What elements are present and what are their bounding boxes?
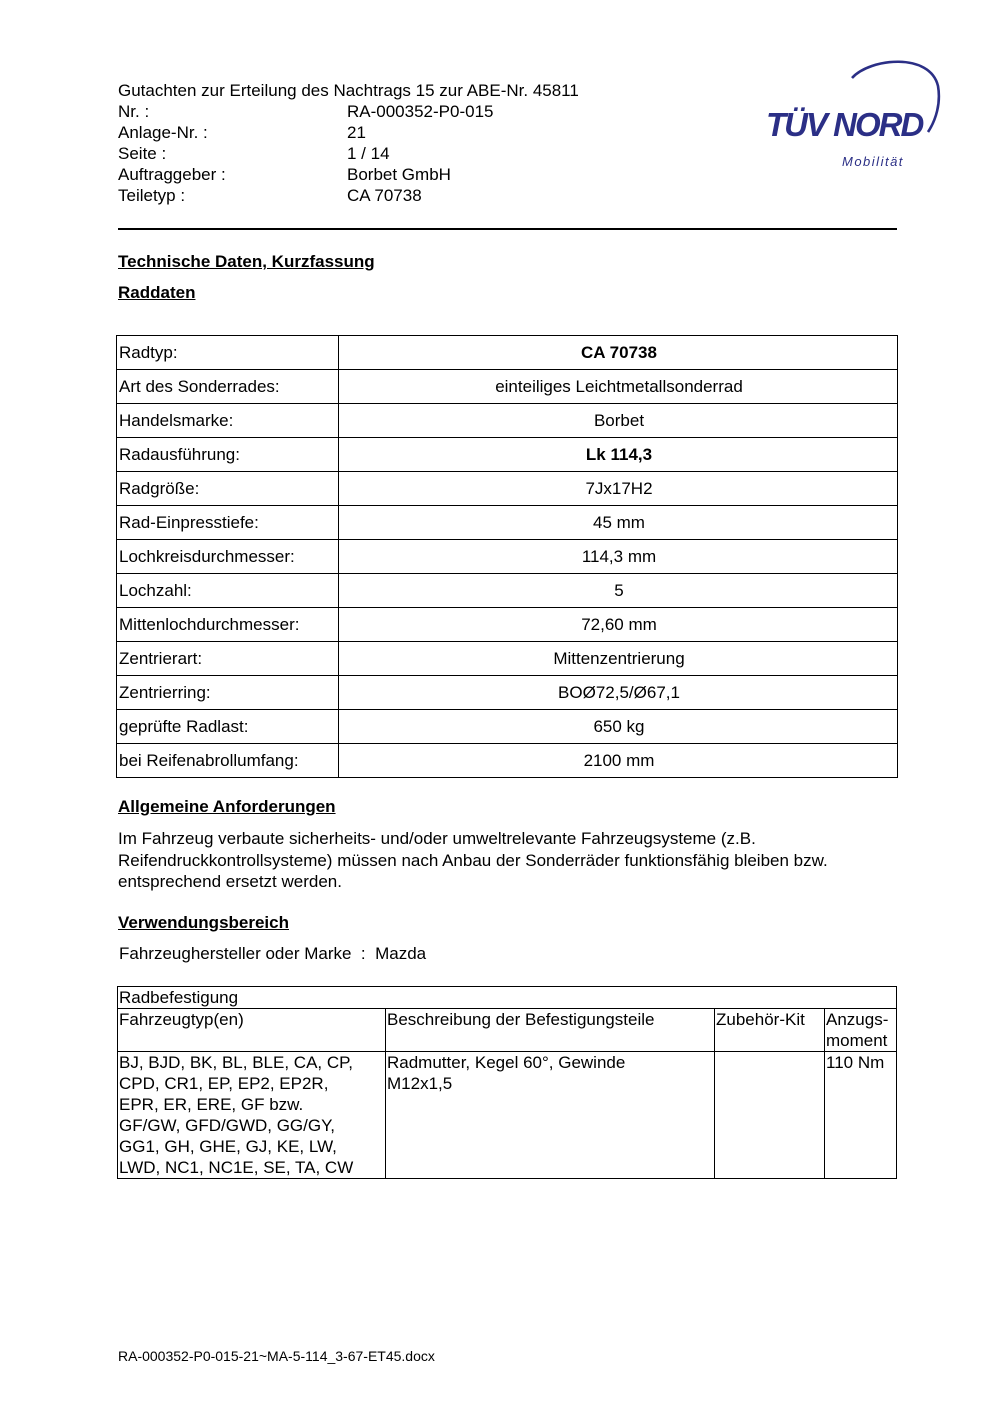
row-value: einteiliges Leichtmetallsonderrad <box>339 370 898 404</box>
vehicle-types-line: BJ, BJD, BK, BL, BLE, CA, CP, <box>119 1053 353 1072</box>
vehicle-types-line: LWD, NC1, NC1E, SE, TA, CW <box>119 1158 354 1177</box>
tuv-nord-logo-mark <box>760 58 945 173</box>
paragraph-line: entsprechend ersetzt werden. <box>118 872 342 891</box>
row-value: BOØ72,5/Ø67,1 <box>339 676 898 710</box>
header-label: Nr. : <box>118 102 150 121</box>
row-label: Radtyp: <box>117 336 339 370</box>
vehicle-maker-line <box>119 944 426 964</box>
row-value: Lk 114,3 <box>339 438 898 472</box>
table-row <box>117 710 898 744</box>
requirements-title: Allgemeine Anforderungen <box>118 797 336 816</box>
table-caption-row <box>118 987 897 1009</box>
paragraph-line: Im Fahrzeug verbaute sicherheits- und/oder umweltrelevante Fahrzeugsysteme (z.B. <box>118 829 756 848</box>
paragraph-line: Reifendruckkontrollsysteme) müssen nach Anbau der Sonderräder funktionsfähig bleiben bzw. <box>118 850 828 870</box>
header-divider <box>118 228 897 230</box>
header-row-part-type <box>118 185 579 206</box>
row-value: 114,3 mm <box>339 540 898 574</box>
row-label: geprüfte Radlast: <box>117 710 339 744</box>
row-label: Lochzahl: <box>117 574 339 608</box>
table-caption: Radbefestigung <box>118 987 897 1009</box>
description-line: Radmutter, Kegel 60°, Gewinde <box>387 1053 626 1072</box>
row-label: Rad-Einpresstiefe: <box>117 506 339 540</box>
table-row <box>117 506 898 540</box>
table-row <box>118 1052 897 1179</box>
column-header: Beschreibung der Befestigungsteile <box>386 1009 715 1052</box>
row-value: 2100 mm <box>339 744 898 778</box>
column-header <box>825 1009 897 1052</box>
header-row-attachment <box>118 122 579 143</box>
header-value: RA-000352-P0-015 <box>347 102 494 121</box>
table-row <box>117 438 898 472</box>
row-value: Borbet <box>339 404 898 438</box>
row-label: Handelsmarke: <box>117 404 339 438</box>
row-value: 5 <box>339 574 898 608</box>
document-title: Gutachten zur Erteilung des Nachtrags 15 zur ABE-Nr. 45811 <box>118 81 579 100</box>
torque-cell: 110 Nm <box>825 1052 897 1179</box>
section-subtitle: Raddaten <box>118 283 196 302</box>
document-header <box>118 80 579 206</box>
row-value: 650 kg <box>339 710 898 744</box>
column-header: Zubehör-Kit <box>715 1009 825 1052</box>
table-row <box>117 370 898 404</box>
description-line: M12x1,5 <box>387 1074 453 1093</box>
header-label: Seite : <box>118 144 167 163</box>
logo-wordmark: TÜV NORD <box>766 106 923 143</box>
maker-label: Fahrzeughersteller oder Marke <box>119 944 352 963</box>
maker-separator: : <box>360 944 366 963</box>
row-label: Radgröße: <box>117 472 339 506</box>
row-value: 45 mm <box>339 506 898 540</box>
logo-tagline: Mobilität <box>842 154 904 169</box>
table-row <box>117 404 898 438</box>
wheel-data-table <box>116 335 898 778</box>
table-row <box>117 744 898 778</box>
usage-title: Verwendungsbereich <box>118 913 289 932</box>
header-value: 1 / 14 <box>347 144 390 163</box>
header-label: Anlage-Nr. : <box>118 123 208 142</box>
vehicle-types-line: EPR, ER, ERE, GF bzw. <box>119 1095 304 1114</box>
row-value: Mittenzentrierung <box>339 642 898 676</box>
table-header-row <box>118 1009 897 1052</box>
table-row <box>117 574 898 608</box>
table-row <box>117 676 898 710</box>
vehicle-types-line: GG1, GH, GHE, GJ, KE, LW, <box>119 1137 337 1156</box>
section-title: Technische Daten, Kurzfassung <box>118 252 375 271</box>
header-value: 21 <box>347 123 366 142</box>
row-label: Zentrierring: <box>117 676 339 710</box>
accessory-kit-cell <box>715 1052 825 1179</box>
mounting-table <box>117 986 897 1179</box>
vehicle-types-cell <box>118 1052 386 1179</box>
column-header-line: moment <box>826 1031 888 1050</box>
fastener-description-cell <box>386 1052 715 1179</box>
row-label: Mittenlochdurchmesser: <box>117 608 339 642</box>
header-row-page <box>118 143 579 164</box>
row-label: bei Reifenabrollumfang: <box>117 744 339 778</box>
table-row <box>117 642 898 676</box>
column-header: Fahrzeugtyp(en) <box>118 1009 386 1052</box>
header-label: Auftraggeber : <box>118 165 226 184</box>
table-row <box>117 608 898 642</box>
row-value: 72,60 mm <box>339 608 898 642</box>
table-row <box>117 540 898 574</box>
header-value: CA 70738 <box>347 186 422 205</box>
column-header-line: Anzugs- <box>826 1010 889 1029</box>
row-label: Lochkreisdurchmesser: <box>117 540 339 574</box>
header-value: Borbet GmbH <box>347 165 451 184</box>
tuv-nord-logo <box>760 58 945 173</box>
header-row-number <box>118 101 579 122</box>
row-value: CA 70738 <box>339 336 898 370</box>
footer-filename: RA-000352-P0-015-21~MA-5-114_3-67-ET45.docx <box>118 1348 435 1364</box>
row-value: 7Jx17H2 <box>339 472 898 506</box>
header-label: Teiletyp : <box>118 186 186 205</box>
table-row <box>117 472 898 506</box>
header-row-client <box>118 164 579 185</box>
requirements-text <box>118 828 908 893</box>
row-label: Zentrierart: <box>117 642 339 676</box>
table-row <box>117 336 898 370</box>
row-label: Art des Sonderrades: <box>117 370 339 404</box>
maker-value: Mazda <box>375 944 427 963</box>
vehicle-types-line: CPD, CR1, EP, EP2, EP2R, <box>119 1074 329 1093</box>
vehicle-types-line: GF/GW, GFD/GWD, GG/GY, <box>119 1116 335 1135</box>
row-label: Radausführung: <box>117 438 339 472</box>
